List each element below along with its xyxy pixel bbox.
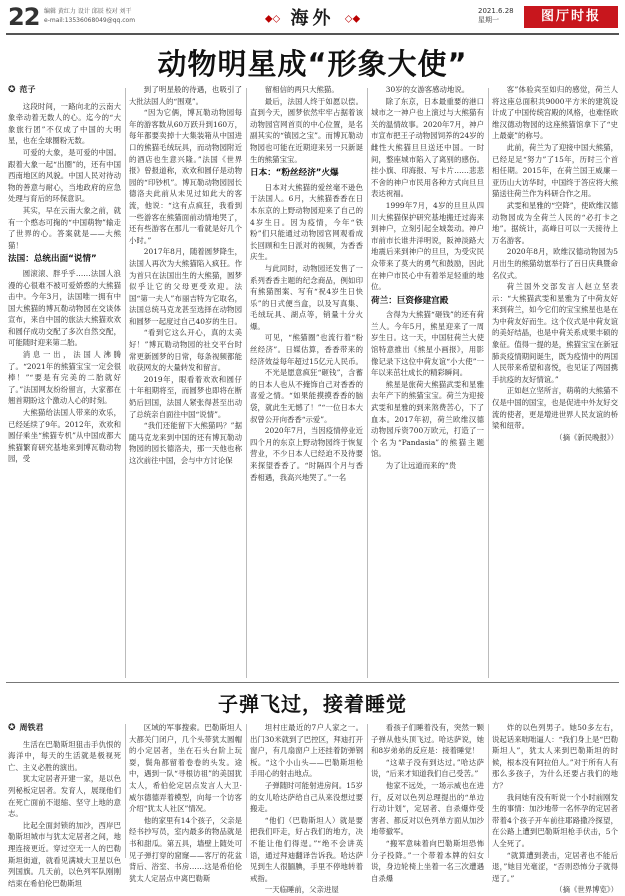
paragraph: “因为它俩，博瓦勒动物园每年的游客数从60万跃升到160万，每年都要卖掉十大集装箱从中国进口的熊猫毛绒玩具，而动物园附近的酒店也生意兴隆。”法国《世界报》曾报道称，欢欢和圆仔是动物园的“印钞机”。博瓦勒动物园园长德洛夫此前从未见过如此大的客流，他说：“这有点疯狂，我看到一些游客在熊猫面前动情地哭了，还有些游客在那儿一看就是好几个小时。” [129, 108, 242, 245]
article1-column-2 [129, 84, 242, 684]
ornament-icon: ◇◆ [344, 13, 361, 25]
article2-byline: ✪ 周铁君 [8, 723, 44, 733]
column-divider [125, 88, 126, 678]
star-icon: ✪ [8, 85, 16, 95]
paragraph: 荷兰国外交部发言人赵立坚表示：“大熊猫武雯和星雅为了中荷友好来到荷兰，如今它们的宝宝熊星也是在为中荷友好而生。这个仪式是中荷友谊的美好结晶，也是中荷关系成果丰硕的象征。值得一提的是，熊猫宝宝在新冠肺炎疫情期间诞生，既为疫情中的两国人民带来希望和喜悦，也见证了两国携手抗疫的友好情谊。” [492, 282, 618, 384]
column-divider [246, 724, 247, 858]
newspaper-logo: 图厅时报 [524, 6, 618, 28]
paragraph: 看孩子们睡着没有，突然一颗子弹从他头顶飞过。哈达萨说，她和8岁弟弟的反应是：接着睡觉！ [371, 723, 484, 756]
paragraph: 子弹随时可能射进房间。15岁的女儿哈达萨给自己从来没想过要搬走。 [250, 780, 363, 814]
column-divider [367, 88, 368, 678]
subheading: 法国：总统出面“说情” [8, 254, 97, 265]
paragraph: 犹太定居者开建一家，是以色列秘板定居者。发育人，展现他们在死亡面前不退缩、坚守上地的意志。 [8, 774, 121, 819]
column-divider [125, 724, 126, 858]
paragraph: 他家不远处，一场示威也在进行，反对以色列总理提出的“单边行动计划”，定居者、自杀爆炸受害者、都反对以色列单方面从加沙地带撤军。 [371, 780, 484, 837]
paragraph: “这辈子没有到达过。”哈达萨说，“后来才知道我们自己受苦。” [371, 757, 484, 779]
paragraph: 武雯和星雅的“空降”，使欧维汉德动物园成为全荷兰人民的“必打卡之地”。据统计，高峰日可以一天接待上万名游客。 [492, 200, 618, 245]
issue-date [478, 7, 514, 25]
paragraph: 大熊猫给法国人带来的欢乐，已经延续了9年。2012年，欢欢和圆仔乘坐“熊猫专机”从中国成都大熊猫繁育研究基地来到博瓦勒动物园，受 [8, 408, 121, 464]
article2-column-2 [129, 722, 242, 883]
date-value: 2021.6.28 [478, 7, 514, 15]
article2-column-5 [492, 722, 618, 895]
paragraph: 2019年，眼看着欢欢和圆仔十年租期将至，而圆梦也即将在断奶后回国，法国人紧张得甚至出动了总统亲自面往中国“说情”。 [129, 374, 242, 419]
paragraph: 可爱的大象，是可爱的中国。跟着大象一起“出圈”的，还有中国西南地区的风貌。中国人民对待动物的善意与耐心，当地政府的应急处理与育后的环保意识。 [8, 147, 121, 204]
paragraph: 2020年8月，欧维汉德动物园为5月出生的熊猫幼崽举行了百日庆典暨命名仪式。 [492, 247, 618, 280]
paragraph: 比起全面封锁的加沙，西岸巴勒斯坦城市与犹太定居者之间，地理连接更近。穿过空无一人的巴勒斯坦街道，就看见满城大卫星以色列国旗。几天前，以色列军队刚刚结束在希伯伦巴勒斯坦 [8, 820, 121, 888]
paragraph: 可见，“熊猫圈”也流行着“粉丝经济”。日媒估算，香香带来的经济效益每年超过15亿元人民币。 [250, 333, 363, 366]
paragraph: “看到它这么开心，真的太美好！”博瓦勒动物园的社交平台时常更新圆梦的日常，每条视频都能收获网友的大量转发和留言。 [129, 328, 242, 373]
paragraph: 我问她有没有听说一个小时前刚发生的事情：加沙地带一名怀孕的定居者带着4个孩子开车前往耶路撒冷探望，在公路上遭到巴勒斯坦枪手伏击，5个人全死了。 [492, 792, 618, 848]
header-divider [6, 33, 619, 35]
subheading: 日本：“粉丝经济”火爆 [250, 168, 339, 179]
paragraph: 此前，荷兰为了迎接中国大熊猫，已经足足“努力”了15年，历时三个首相任期。2015年，在荷兰国王威廉－亚历山大访华时，中国终于答应将大熊猫送往荷兰作为科研合作之用。 [492, 142, 618, 199]
article2-column-3 [250, 722, 363, 895]
paragraph: 正如赵立坚所言，萌萌的大熊猫不仅是中国的国宝，也是促进中外友好交流的使者，更是增进世界人民友谊的桥梁和纽带。 [492, 386, 618, 431]
article1-column-5 [492, 84, 618, 684]
paragraph: 其实，早在云南大象之前，就有一个憨态可掬的“中国萌物”输走了世界的心。答案就是——大熊猫！ [8, 205, 121, 250]
paragraph: “搬军意味着向巴勒斯坦恐怖分子投降。”一个带着本牌的妇女说，身边轮椅上坐着一名三次遭遇自杀爆 [371, 838, 484, 883]
paragraph: 不光是愿意疯狂“砸钱”，含蓄的日本人也从不掩饰自己对香香的喜爱之情。“如果能摸摸香香的脑袋，就此生无憾了！”“一位日本大叔曾公开向香香“示爱”。 [250, 368, 363, 424]
paragraph: 到了明星般的待遇，也吸引了大批法国人的“围观”。 [129, 85, 242, 106]
paragraph: 1999年7月，4岁的旦旦从四川大熊猫保护研究基地搬迁过海来到神户，立刻引起全城轰动。神户市前市长谁井洋明说，阪神淡路大地震后来到神户的旦旦，为受灾民众带来了莫大的勇气和鼓励，因此在神户市民心中有着举足轻重的地位。 [371, 200, 484, 292]
paragraph: 30岁的女游客感动地说。 [385, 85, 470, 94]
paragraph: 他的家里有14个孩子，父亲是经书抄写员，室内最多的物品就是书和甜瓜。第五具，墙壁上随处可见子弹打穿的窟窿——客厅的花盆背后、浴室、书房……这是希伯伦犹太人定居点中离巴勒斯 [129, 815, 242, 883]
column-divider [488, 724, 489, 858]
subheading: 荷兰：巨资修建宫殿 [371, 295, 449, 306]
paragraph: 与此同时，动物园还发售了一系列香香主题的纪念商品，例如印有熊猫图案、写有“祝4岁生日快乐”的日式便当盒，以及写真集、毛绒玩具、湖点等，销量十分火爆。 [250, 263, 363, 331]
article1-column-1 [8, 84, 121, 684]
article2-column-4 [371, 722, 484, 883]
paragraph: 最后，法国人终于如愿以偿。直到今天，圆梦依然牢牢占据着该动物园官网首页的中心位置，是名副其实的“镇园之宝”。而博瓦勒动物园也可能在近期迎来另一只新诞生的熊猫宝宝。 [250, 96, 363, 164]
ornament-icon: ◆◇ [264, 13, 281, 25]
paragraph: 为了让远道而来的“贵 [385, 461, 457, 470]
email-line: e-mail:13536068049@qq.com [44, 17, 136, 24]
column-divider [246, 88, 247, 678]
article1-column-4 [371, 84, 484, 684]
weekday-value: 星期一 [478, 16, 499, 24]
paragraph: “我们还能留下大熊猫吗？”据随马克龙来到中国的还有博瓦勒动物园的园长德洛夫，那一天他也称这次前往中国，会与中方讨论保 [129, 421, 242, 465]
paragraph: 2020年7月，当因疫情停业近四个月的东京上野动物园终于恢复营业，不少日本人已经迫不及待要来探望香香了。“时隔四个月与香香相遇，我高兴地哭了。”一名 [250, 426, 363, 482]
paragraph: 这段时间，一路向北的云南大象牵动着无数人的心。迄今的“大象旅行团”不仅成了中国的大明星，也在全球圈粉无数。 [8, 101, 121, 146]
column-divider [488, 88, 489, 678]
paragraph: 消息一出，法国人沸腾了。“2021年的熊猫宝宝一定会很棒！”“要是有完美的二胎就好了。”法国网友纷纷留言，大家都在翘首期盼这个激动人心的时刻。 [8, 350, 121, 406]
editor-line: 编辑 黄红力 设计 邱辰 校对 刘干 [44, 8, 132, 15]
paragraph: “他们（巴勒斯坦人）就是要把我们吓走，好占我们的地方，决不能让他们得逞。”“绝不会讲英语，通过拜迪翻译告诉我。哈达萨见到生人很腼腆，手里不停地转着戒指。 [250, 815, 363, 883]
paragraph: 炸的以色列男子。她50多左右，说起话来咄咄逼人：“我们身上是“巴勒斯坦人”，犹太人来到巴勒斯坦的时候，根本没有阿拉伯人。”对于所有人有那么多孩子，为什么还要占我们的地方？ [492, 723, 618, 790]
paragraph: 除了东京，日本最重要的港口城市之一神户也上演过与大熊猫有关的温情故事。2020年7月，神户市宣布把王子动物园饲养的24岁的雌性大熊猫旦旦送还中国。一时间，整座城市陷入了离别的感伤。挂小旗、印海报、写卡片……悲悲不舍的神户市民用各种方式向旦旦表达祝福。 [371, 96, 484, 199]
paragraph: 坦村庄最近的7户人家之一。出门30米就到了巴控区，拜迪打开窗户，有几扇窗户上还挂着防弹钢板。“这个小山头——巴勒斯坦枪手用心的射击地点。 [250, 723, 363, 779]
article2-title: 子弹飞过，接着睡觉 [218, 692, 407, 716]
paragraph: 一天临睡前，父亲进屋 [264, 885, 339, 895]
paragraph: 2017年8月，随着圆梦降生，法国人再次为大熊猫陷入疯狂。作为首只在法国出生的大熊猫，圆梦似乎让它的父母更受欢迎。法国“第一夫人”布丽吉特为它取名，法国总统马克龙甚至选择在动物园和圆梦一起度过自己40岁的生日。 [129, 247, 242, 326]
column-divider [367, 724, 368, 858]
paragraph: 客”体验宾至如归的感觉，荷兰人将这座总面积共9000平方米的建筑设计成了中国传统宫殿的风格，也难怪欧维汉德动物园的这座熊猫馆拿下了“史上最豪”的称号。 [492, 85, 618, 141]
article2-column-1 [8, 722, 121, 888]
paragraph: 日本对大熊猫的爱丝毫不逊色于法国人。6月，大熊猫香香在日本东京的上野动物园迎来了自己的4岁生日。因为疫情，今年“铁粉”们只能通过动物园官网观看成长回顾和生日派对的视频，为香香庆生。 [250, 182, 363, 262]
star-icon: ✪ [8, 723, 16, 733]
paragraph: 生活在巴勒斯坦狙击手仇恨的海洋中，每天的生活就是极视死亡、主义必胜的演出。 [8, 739, 121, 772]
paragraph: 留相信的两只大熊猫。 [264, 85, 339, 94]
paragraph: 含得为大熊猫“砸钱”的还有荷兰人。今年5月，熊星迎来了一周岁生日。这一天，中国驻荷兰大使馆特意推出《熊星小画报》，用影像记录下这位中荷友谊“小大使”一年以来茁壮成长的精彩瞬间。 [371, 310, 484, 378]
section-label: 海外 [290, 8, 335, 29]
paragraph: 区域的军事搜索。巴勒斯坦人大都关门闭户，几个头带犹太圆帽的小定居者，坐在石头台阶上玩耍，鬓角都留着卷卷的头发。途中，遇到一队“寻根访祖”的美国犹太人，希伯伦定居点发言人大卫·威尔德德弄着模型，向每一个访客介绍“犹太人社区”情况。 [129, 723, 242, 814]
source-credit: （摘《世界博览》） [555, 885, 618, 895]
paragraph: 熊星是旅荷大熊猫武雯和星雅去年产下的熊猫宝宝。荷兰为迎接武雯和星雅的到来煞费苦心，下了血本。2017年初，荷兰欧维汉德动物园斥资700万欧元，打造了一个名为“Pandasia”的熊猫主题馆。 [371, 379, 484, 459]
article-separator [6, 682, 619, 683]
source-credit: （摘《新民晚报》） [555, 432, 618, 442]
page-number: 22 [8, 3, 40, 31]
article1-column-3 [250, 84, 363, 684]
paragraph: 圆滚滚、胖乎乎……法国人浪漫的心很难不被可爱娇憨的大熊猫击中。今年3月，法国唯一拥有中国大熊猫的博瓦勒动物园在交谈体宣布，来自中国的旅法大熊猫欢欢和圆仔成功交配了多次自然交配，可能随时迎来第二胎。 [8, 268, 121, 348]
article1-byline: ✪ 范子 [8, 85, 36, 95]
page-header [0, 0, 625, 36]
paragraph: “就算遭到袭击，定居者也不能后退，”她目光毫涩，“否则恐怖分子就得逞了。” [492, 850, 618, 883]
article1-title: 动物明星成“形象大使” [157, 47, 468, 81]
